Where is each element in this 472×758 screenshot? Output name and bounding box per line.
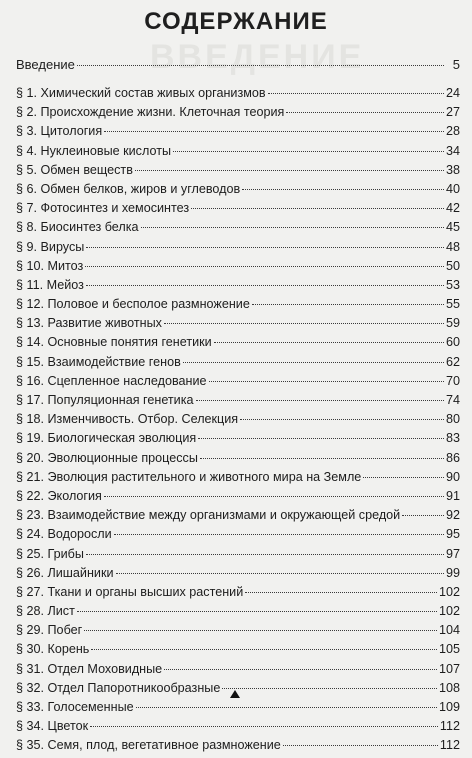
toc-entry <box>16 124 460 143</box>
toc-entry-page: 92 <box>445 508 460 523</box>
dot-leader <box>245 592 437 593</box>
toc-entries-list <box>16 86 460 758</box>
toc-entry-label: § 12. Половое и бесполое размножение <box>16 297 250 312</box>
toc-entry-page: 53 <box>445 277 460 292</box>
toc-entry-page: 45 <box>445 220 460 235</box>
dot-leader <box>77 611 437 612</box>
toc-entry <box>16 393 460 412</box>
toc-entry <box>16 86 460 105</box>
toc-entry-page: 112 <box>439 738 460 753</box>
toc-entry-label: § 33. Голосеменные <box>16 700 134 714</box>
toc-entry <box>16 297 460 316</box>
dot-leader <box>198 438 444 439</box>
dot-leader <box>84 630 437 631</box>
toc-entry <box>16 220 460 239</box>
toc-entry-label: § 13. Развитие животных <box>16 316 162 331</box>
toc-entry-label: § 4. Нуклеиновые кислоты <box>16 143 172 158</box>
toc-entry <box>16 547 460 566</box>
dot-leader <box>164 323 444 324</box>
toc-entry-label: § 6. Обмен белков, жиров и углеводов <box>16 181 241 196</box>
toc-entry-page: 28 <box>445 124 460 139</box>
dot-leader <box>104 496 444 497</box>
dot-leader <box>91 649 437 650</box>
dot-leader <box>85 266 444 267</box>
toc-entry-label: § 17. Популяционная генетика <box>16 393 194 407</box>
dot-leader <box>363 477 444 478</box>
toc-entry-label: § 9. Вирусы <box>16 239 85 254</box>
toc-entry-page: 102 <box>438 604 460 619</box>
toc-entry-label: § 14. Основные понятия генетики <box>16 335 212 350</box>
toc-entry-label: § 18. Изменчивость. Отбор. Селекция <box>16 412 239 427</box>
toc-entry-page: 34 <box>445 143 460 158</box>
toc-entry-page: 40 <box>445 181 460 196</box>
toc-entry-label: § 5. Обмен веществ <box>16 162 133 177</box>
page-footer-marker <box>230 690 240 698</box>
toc-entry-page: 70 <box>445 373 460 388</box>
dot-leader <box>104 131 444 132</box>
dot-leader <box>191 208 444 209</box>
dot-leader <box>214 342 444 343</box>
bleed-through-heading: ВВЕДЕНИЕ <box>150 38 365 76</box>
toc-entry-page: 80 <box>445 412 460 427</box>
dot-leader <box>141 227 444 228</box>
toc-entry-page: 95 <box>445 527 460 542</box>
toc-entry-intro <box>16 57 460 77</box>
toc-entry-page: 24 <box>445 86 460 100</box>
dot-leader <box>268 93 444 94</box>
toc-entry-page: 91 <box>445 488 460 503</box>
toc-entry-page: 5 <box>452 57 460 72</box>
toc-entry <box>16 163 460 182</box>
toc-entry <box>16 451 460 470</box>
toc-entry <box>16 144 460 163</box>
toc-entry-label: § 31. Отдел Моховидные <box>16 661 163 676</box>
dot-leader <box>114 534 444 535</box>
toc-entry-label: § 7. Фотосинтез и хемосинтез <box>16 201 190 216</box>
toc-entry-label: § 21. Эволюция растительного и животного мира на Земле <box>16 469 362 484</box>
toc-entry-label: § 32. Отдел Папоротникообразные <box>16 680 221 695</box>
dot-leader <box>86 554 444 555</box>
toc-entry <box>16 412 460 431</box>
dot-leader <box>90 726 438 727</box>
toc-entry <box>16 201 460 220</box>
toc-entry-label: § 19. Биологическая эволюция <box>16 431 197 446</box>
toc-entry <box>16 355 460 374</box>
toc-entry-page: 104 <box>438 623 460 638</box>
toc-entry-page: 38 <box>445 162 460 177</box>
toc-entry-page: 50 <box>445 258 460 273</box>
toc-entry <box>16 240 460 259</box>
toc-entry <box>16 566 460 585</box>
toc-entry-label: § 15. Взаимодействие генов <box>16 354 181 369</box>
toc-entry-page: 86 <box>445 450 460 465</box>
toc-entry-page: 83 <box>445 431 460 446</box>
toc-entry-page: 107 <box>438 661 460 676</box>
toc-entry-page: 59 <box>445 316 460 331</box>
toc-entry <box>16 662 460 681</box>
toc-entry-label: § 26. Лишайники <box>16 565 114 580</box>
toc-entry <box>16 508 460 527</box>
toc-entry <box>16 642 460 661</box>
toc-entry-label: § 3. Цитология <box>16 124 103 139</box>
toc-entry-page: 62 <box>445 354 460 369</box>
toc-entry-label: § 10. Митоз <box>16 258 84 273</box>
toc-entry-page: 42 <box>445 201 460 216</box>
dot-leader <box>77 65 444 66</box>
toc-entry <box>16 259 460 278</box>
toc-entry-label: § 2. Происхождение жизни. Клеточная теория <box>16 105 285 120</box>
toc-entry <box>16 335 460 354</box>
dot-leader <box>136 707 437 708</box>
dot-leader <box>196 400 444 401</box>
toc-entry-page: 55 <box>445 297 460 312</box>
dot-leader <box>86 247 444 248</box>
toc-entry-label: Введение <box>16 57 75 72</box>
toc-entry-page: 105 <box>438 642 460 657</box>
toc-entry-page: 108 <box>438 680 460 695</box>
dot-leader <box>183 362 444 363</box>
toc-entry <box>16 585 460 604</box>
toc-entry-page: 102 <box>438 584 460 599</box>
toc-entry-label: § 16. Сцепленное наследование <box>16 373 207 388</box>
toc-entry <box>16 316 460 335</box>
table-of-contents <box>16 57 460 758</box>
dot-leader <box>116 573 444 574</box>
toc-entry-page: 99 <box>445 565 460 580</box>
toc-entry-page: 48 <box>445 239 460 254</box>
toc-entry-label: § 34. Цветок <box>16 719 89 734</box>
toc-entry <box>16 374 460 393</box>
toc-entry <box>16 278 460 297</box>
dot-leader <box>164 669 437 670</box>
toc-entry-page: 60 <box>445 335 460 350</box>
dot-leader <box>242 189 444 190</box>
toc-entry <box>16 738 460 757</box>
toc-entry <box>16 527 460 546</box>
dot-leader <box>200 458 444 459</box>
toc-entry-label: § 27. Ткани и органы высших растений <box>16 584 244 599</box>
toc-entry-page: 112 <box>439 719 460 734</box>
toc-entry-label: § 20. Эволюционные процессы <box>16 450 198 465</box>
toc-entry <box>16 470 460 489</box>
toc-entry <box>16 431 460 450</box>
toc-entry-page: 97 <box>445 546 460 561</box>
dot-leader <box>209 381 444 382</box>
toc-entry <box>16 700 460 719</box>
toc-entry-page: 27 <box>445 105 460 120</box>
toc-entry-label: § 28. Лист <box>16 604 75 619</box>
toc-entry-page: 74 <box>445 393 460 407</box>
toc-entry <box>16 623 460 642</box>
toc-entry <box>16 604 460 623</box>
toc-entry-label: § 25. Грибы <box>16 546 84 561</box>
dot-leader <box>240 419 444 420</box>
toc-entry-label: § 11. Мейоз <box>16 277 84 292</box>
toc-entry <box>16 489 460 508</box>
toc-entry-page: 90 <box>445 469 460 484</box>
toc-entry-label: § 35. Семя, плод, вегетативное размножение <box>16 738 281 753</box>
dot-leader <box>135 170 444 171</box>
toc-entry-label: § 1. Химический состав живых организмов <box>16 86 266 100</box>
toc-entry-label: § 29. Побег <box>16 623 83 638</box>
dot-leader <box>173 151 444 152</box>
toc-entry-label: § 30. Корень <box>16 642 90 657</box>
toc-entry-label: § 22. Экология <box>16 488 102 503</box>
dot-leader <box>283 745 438 746</box>
toc-entry-label: § 8. Биосинтез белка <box>16 220 139 235</box>
toc-entry-label: § 24. Водоросли <box>16 527 112 542</box>
toc-entry <box>16 105 460 124</box>
dot-leader <box>402 515 444 516</box>
dot-leader <box>222 688 437 689</box>
section-gap <box>16 77 460 86</box>
toc-entry-label: § 23. Взаимодействие между организмами и окружающей средой <box>16 508 401 523</box>
dot-leader <box>86 285 444 286</box>
toc-entry <box>16 182 460 201</box>
toc-entry <box>16 719 460 738</box>
dot-leader <box>252 304 444 305</box>
dot-leader <box>286 112 444 113</box>
page-title: СОДЕРЖАНИЕ <box>144 8 328 35</box>
toc-entry-page: 109 <box>438 700 460 714</box>
